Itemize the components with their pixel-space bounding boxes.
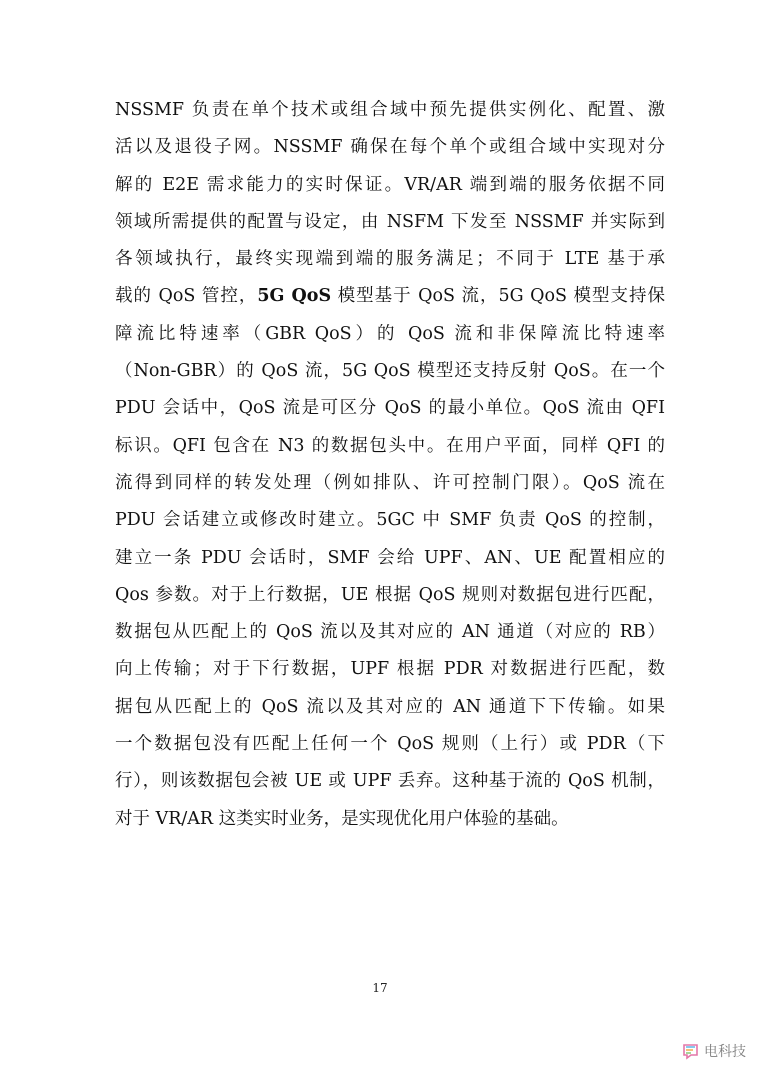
bold-term: 5G QoS (257, 286, 332, 307)
text-line: （Non-GBR）的 QoS 流，5G QoS 模型还支持反射 QoS。在一个 (115, 361, 665, 382)
text-line: 对于 VR/AR 这类实时业务，是实现优化用户体验的基础。 (115, 808, 569, 829)
text-segment: 载的 QoS 管控， (115, 286, 258, 307)
text-segment: 模型基于 QoS 流，5G QoS 模型支持保 (331, 286, 665, 307)
text-line: 障流比特速率（GBR QoS）的 QoS 流和非保障流比特速率 (115, 323, 665, 344)
text-line: 据包从匹配上的 QoS 流以及其对应的 AN 通道下下传输。如果 (115, 696, 665, 717)
brand-logo-icon (681, 1041, 701, 1061)
text-line: 建立一条 PDU 会话时，SMF 会给 UPF、AN、UE 配置相应的 (115, 547, 665, 568)
text-line: 标识。QFI 包含在 N3 的数据包头中。在用户平面，同样 QFI 的 (115, 435, 665, 456)
text-line (115, 278, 665, 315)
text-line: 解的 E2E 需求能力的实时保证。VR/AR 端到端的服务依据不同 (115, 174, 665, 195)
text-line: Qos 参数。对于上行数据，UE 根据 QoS 规则对数据包进行匹配， (115, 584, 665, 605)
text-line: NSSMF 负责在单个技术或组合域中预先提供实例化、配置、激 (115, 100, 665, 120)
text-line: 向上传输；对于下行数据，UPF 根据 PDR 对数据进行匹配，数 (115, 659, 665, 680)
text-line: 流得到同样的转发处理（例如排队、许可控制门限）。QoS 流在 (115, 472, 665, 493)
text-line: PDU 会话建立或修改时建立。5GC 中 SMF 负责 QoS 的控制， (115, 510, 665, 531)
text-line: PDU 会话中，QoS 流是可区分 QoS 的最小单位。QoS 流由 QFI (115, 398, 665, 419)
watermark-text: 电科技 (704, 1044, 746, 1060)
text-line: 一个数据包没有匹配上任何一个 QoS 规则（上行）或 PDR（下 (115, 734, 665, 755)
body-paragraph (115, 92, 665, 838)
page-number: 17 (372, 981, 388, 995)
watermark (681, 1041, 746, 1061)
text-line: 行），则该数据包会被 UE 或 UPF 丢弃。这种基于流的 QoS 机制， (115, 771, 665, 792)
text-line: 领域所需提供的配置与设定，由 NSFM 下发至 NSSMF 并实际到 (115, 211, 665, 232)
text-line: 数据包从匹配上的 QoS 流以及其对应的 AN 通道（对应的 RB） (115, 622, 665, 643)
text-line: 活以及退役子网。NSSMF 确保在每个单个或组合域中实现对分 (115, 137, 665, 158)
text-line: 各领域执行，最终实现端到端的服务满足；不同于 LTE 基于承 (115, 249, 665, 270)
